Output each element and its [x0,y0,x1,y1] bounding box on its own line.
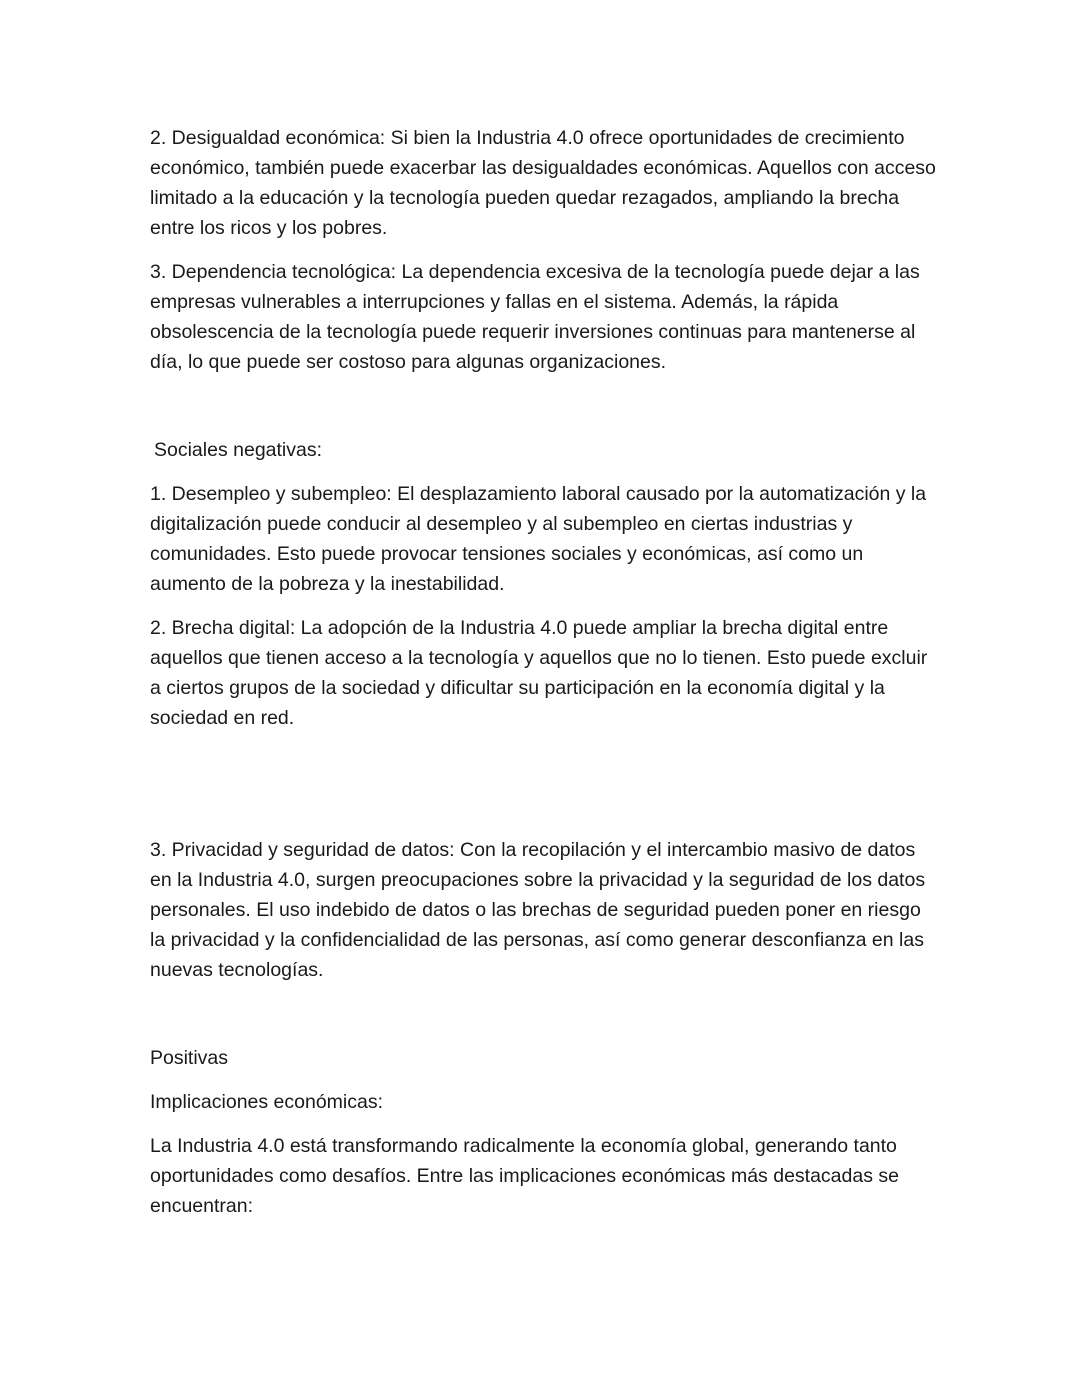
paragraph-privacidad-seguridad: 3. Privacidad y seguridad de datos: Con la recopilación y el intercambio masivo de datos en la Industria 4.0, surgen preocupaciones sobre la privacidad y la seguridad de los datos personales. El uso indebido de datos o las brechas de seguridad pueden poner en riesgo la privacidad y la confidencialidad de las personas, así como generar desconfianza en las nuevas tecnologías. [150,839,926,981]
heading-sociales-negativas: Sociales negativas: [154,439,323,461]
heading-positivas: Positivas [150,1047,229,1069]
paragraph-desempleo-subempleo: 1. Desempleo y subempleo: El desplazamiento laboral causado por la automatización y la digitalización puede conducir al desempleo y al subempleo en ciertas industrias y comunidades. Esto puede provocar tensiones sociales y económicas, así como un aumento de la pobreza y la inestabilidad. [150,483,927,595]
heading-implicaciones-economicas: Implicaciones económicas: [150,1091,384,1113]
paragraph-industria-transformando: La Industria 4.0 está transformando radicalmente la economía global, generando tanto oportunidades como desafíos. Entre las implicaciones económicas más destacadas se encuentran: [150,1135,899,1217]
paragraph-brecha-digital: 2. Brecha digital: La adopción de la Industria 4.0 puede ampliar la brecha digital entre aquellos que tienen acceso a la tecnología y aquellos que no lo tienen. Esto puede excluir a ciertos grupos de la sociedad y dificultar su participación en la economía digital y la sociedad en red. [150,617,928,729]
paragraph-desigualdad-economica: 2. Desigualdad económica: Si bien la Industria 4.0 ofrece oportunidades de crecimiento económico, también puede exacerbar las desigualdades económicas. Aquellos con acceso limitado a la educación y la tecnología pueden quedar rezagados, ampliando la brecha entre los ricos y los pobres. [150,127,936,239]
paragraph-dependencia-tecnologica: 3. Dependencia tecnológica: La dependencia excesiva de la tecnología puede dejar a las empresas vulnerables a interrupciones y fallas en el sistema. Además, la rápida obsolescencia de la tecnología puede requerir inversiones continuas para mantenerse al día, lo que puede ser costoso para algunas organizaciones. [150,261,920,373]
